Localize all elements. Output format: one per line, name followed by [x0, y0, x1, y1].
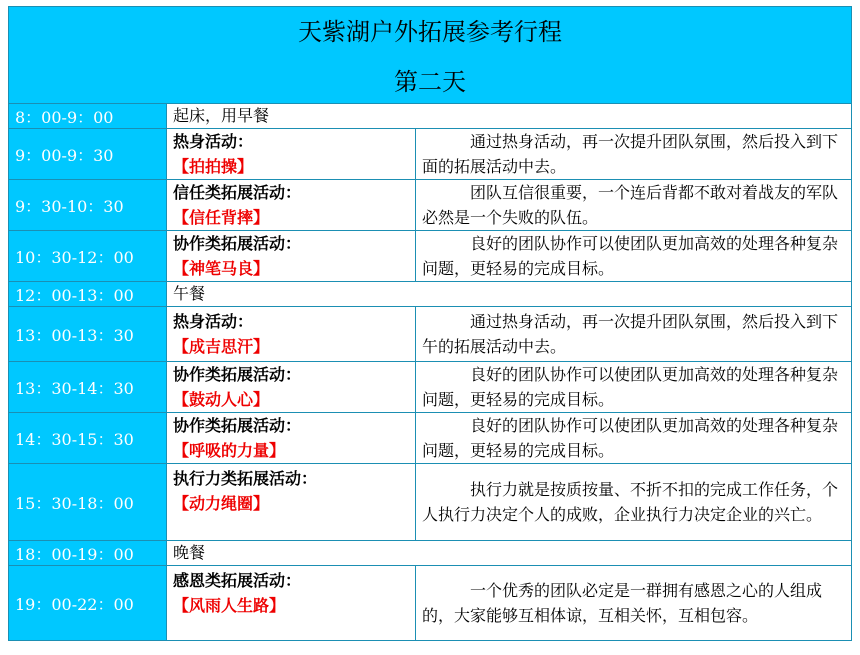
time-cell: 14：30-15：30	[9, 413, 167, 464]
activity-description: 执行力就是按质按量、不折不扣的完成工作任务，个人执行力决定个人的成败，企业执行力决定企业的兴亡。	[416, 464, 852, 541]
activity-description: 良好的团队协作可以使团队更加高效的处理各种复杂问题，更轻易的完成目标。	[416, 231, 852, 282]
table-row	[9, 541, 852, 566]
time-cell: 18：00-19：00	[9, 541, 167, 566]
table-row	[9, 362, 852, 413]
activity-cell	[167, 231, 416, 282]
activity-name: 【信任背摔】	[173, 208, 270, 227]
activity-cell	[167, 464, 416, 541]
table-row	[9, 566, 852, 641]
time-cell: 8：00-9：00	[9, 104, 167, 129]
activity-category: 信任类拓展活动：	[173, 183, 302, 202]
header-cell	[9, 7, 852, 104]
table-row	[9, 180, 852, 231]
activity-name: 【鼓动人心】	[173, 390, 270, 409]
activity-name: 【动力绳圈】	[173, 494, 270, 513]
activity-description: 通过热身活动，再一次提升团队氛围，然后投入到下午的拓展活动中去。	[416, 307, 852, 362]
schedule-cell: 午餐	[167, 282, 852, 307]
activity-cell	[167, 566, 416, 641]
document-title: 天紫湖户外拓展参考行程	[298, 18, 562, 46]
time-cell: 9：00-9：30	[9, 129, 167, 180]
activity-category: 执行力类拓展活动：	[173, 469, 318, 488]
time-cell: 15：30-18：00	[9, 464, 167, 541]
activity-name: 【神笔马良】	[173, 259, 270, 278]
activity-name: 【风雨人生路】	[173, 596, 286, 615]
activity-category: 协作类拓展活动：	[173, 365, 302, 384]
activity-cell	[167, 180, 416, 231]
activity-category: 热身活动：	[173, 132, 254, 151]
day-heading: 第二天	[394, 68, 466, 96]
activity-description: 良好的团队协作可以使团队更加高效的处理各种复杂问题，更轻易的完成目标。	[416, 413, 852, 464]
activity-name: 【呼吸的力量】	[173, 441, 286, 460]
itinerary-table	[8, 6, 852, 641]
table-row	[9, 464, 852, 541]
activity-description: 良好的团队协作可以使团队更加高效的处理各种复杂问题，更轻易的完成目标。	[416, 362, 852, 413]
table-row	[9, 129, 852, 180]
table-row	[9, 231, 852, 282]
schedule-cell: 起床，用早餐	[167, 104, 852, 129]
header-row	[9, 7, 852, 104]
activity-description: 通过热身活动，再一次提升团队氛围，然后投入到下面的拓展活动中去。	[416, 129, 852, 180]
activity-category: 协作类拓展活动：	[173, 234, 302, 253]
activity-description: 团队互信很重要，一个连后背都不敢对着战友的军队必然是一个失败的队伍。	[416, 180, 852, 231]
activity-category: 热身活动：	[173, 312, 254, 331]
activity-name: 【拍拍操】	[173, 157, 254, 176]
activity-description: 一个优秀的团队必定是一群拥有感恩之心的人组成的，大家能够互相体谅，互相关怀，互相包容。	[416, 566, 852, 641]
table-row	[9, 104, 852, 129]
activity-cell	[167, 307, 416, 362]
schedule-cell: 晚餐	[167, 541, 852, 566]
activity-name: 【成吉思汗】	[173, 337, 270, 356]
table-row	[9, 413, 852, 464]
activity-category: 感恩类拓展活动：	[173, 571, 302, 590]
activity-category: 协作类拓展活动：	[173, 416, 302, 435]
activity-cell	[167, 413, 416, 464]
activity-cell	[167, 129, 416, 180]
time-cell: 13：30-14：30	[9, 362, 167, 413]
time-cell: 19：00-22：00	[9, 566, 167, 641]
time-cell: 13：00-13：30	[9, 307, 167, 362]
table-row	[9, 282, 852, 307]
activity-cell	[167, 362, 416, 413]
time-cell: 9：30-10：30	[9, 180, 167, 231]
time-cell: 12：00-13：00	[9, 282, 167, 307]
table-row	[9, 307, 852, 362]
time-cell: 10：30-12：00	[9, 231, 167, 282]
